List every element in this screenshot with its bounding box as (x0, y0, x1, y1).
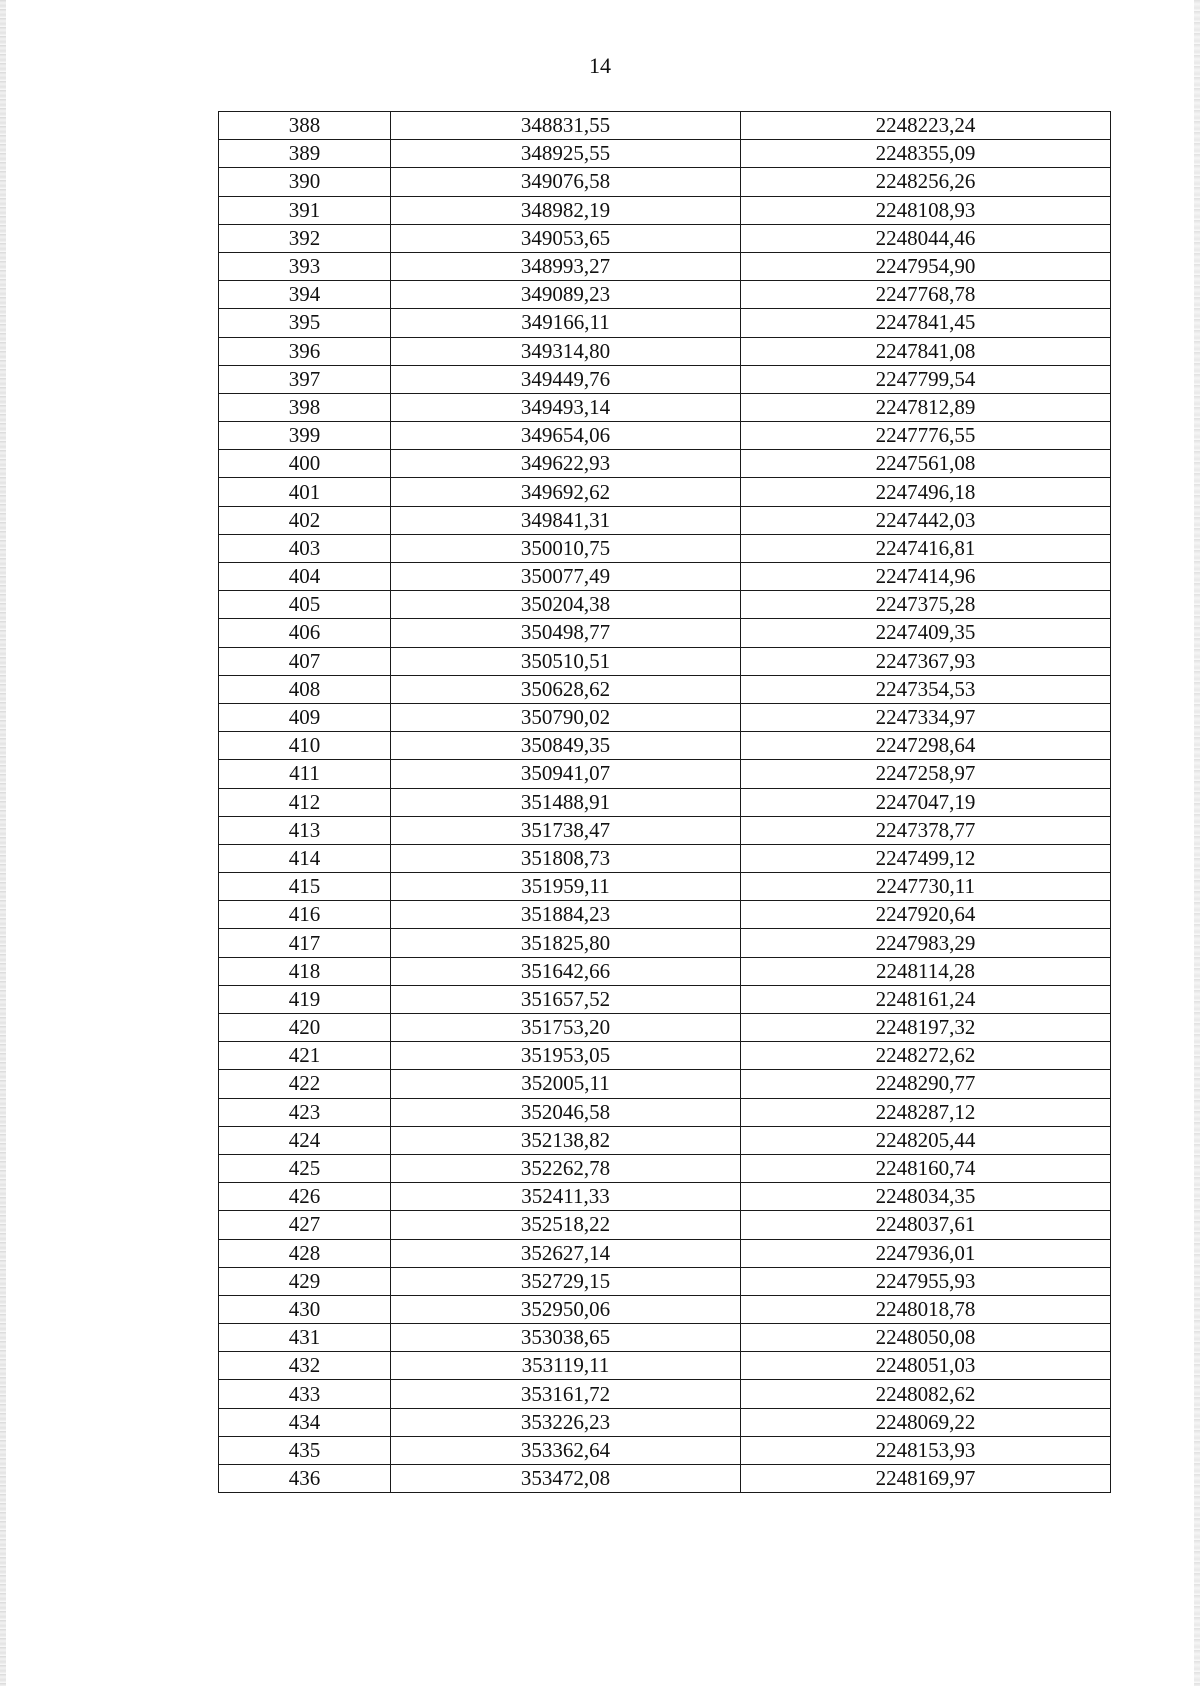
point-number-cell: 425 (219, 1154, 391, 1182)
point-number-cell: 388 (219, 112, 391, 140)
y-coordinate-cell: 2247920,64 (741, 901, 1111, 929)
x-coordinate-cell: 352138,82 (391, 1126, 741, 1154)
coordinates-table-body (219, 112, 1111, 1493)
y-coordinate-cell: 2247776,55 (741, 422, 1111, 450)
table-row (219, 112, 1111, 140)
table-row (219, 901, 1111, 929)
point-number-cell: 421 (219, 1042, 391, 1070)
y-coordinate-cell: 2248223,24 (741, 112, 1111, 140)
point-number-cell: 395 (219, 309, 391, 337)
table-row (219, 196, 1111, 224)
table-row (219, 619, 1111, 647)
x-coordinate-cell: 350849,35 (391, 732, 741, 760)
point-number-cell: 398 (219, 393, 391, 421)
x-coordinate-cell: 353119,11 (391, 1352, 741, 1380)
point-number-cell: 404 (219, 563, 391, 591)
table-row (219, 422, 1111, 450)
x-coordinate-cell: 352627,14 (391, 1239, 741, 1267)
y-coordinate-cell: 2248082,62 (741, 1380, 1111, 1408)
y-coordinate-cell: 2248290,77 (741, 1070, 1111, 1098)
y-coordinate-cell: 2247496,18 (741, 478, 1111, 506)
point-number-cell: 431 (219, 1324, 391, 1352)
x-coordinate-cell: 348993,27 (391, 252, 741, 280)
point-number-cell: 393 (219, 252, 391, 280)
point-number-cell: 399 (219, 422, 391, 450)
table-row (219, 1126, 1111, 1154)
table-row (219, 1436, 1111, 1464)
y-coordinate-cell: 2248256,26 (741, 168, 1111, 196)
table-row (219, 929, 1111, 957)
table-row (219, 478, 1111, 506)
table-row (219, 873, 1111, 901)
table-row (219, 788, 1111, 816)
table-row (219, 1465, 1111, 1493)
y-coordinate-cell: 2248069,22 (741, 1408, 1111, 1436)
point-number-cell: 427 (219, 1211, 391, 1239)
x-coordinate-cell: 349314,80 (391, 337, 741, 365)
table-row (219, 506, 1111, 534)
x-coordinate-cell: 351884,23 (391, 901, 741, 929)
x-coordinate-cell: 352950,06 (391, 1295, 741, 1323)
x-coordinate-cell: 352262,78 (391, 1154, 741, 1182)
x-coordinate-cell: 353038,65 (391, 1324, 741, 1352)
x-coordinate-cell: 349841,31 (391, 506, 741, 534)
table-row (219, 1352, 1111, 1380)
x-coordinate-cell: 351488,91 (391, 788, 741, 816)
point-number-cell: 434 (219, 1408, 391, 1436)
table-row (219, 985, 1111, 1013)
y-coordinate-cell: 2248160,74 (741, 1154, 1111, 1182)
point-number-cell: 407 (219, 647, 391, 675)
table-row (219, 365, 1111, 393)
point-number-cell: 400 (219, 450, 391, 478)
x-coordinate-cell: 350204,38 (391, 591, 741, 619)
table-row (219, 1154, 1111, 1182)
point-number-cell: 406 (219, 619, 391, 647)
page-number: 14 (589, 53, 611, 78)
x-coordinate-cell: 352411,33 (391, 1183, 741, 1211)
table-row (219, 675, 1111, 703)
x-coordinate-cell: 353472,08 (391, 1465, 741, 1493)
x-coordinate-cell: 353362,64 (391, 1436, 741, 1464)
scan-edge-right (1194, 0, 1200, 1686)
y-coordinate-cell: 2247414,96 (741, 563, 1111, 591)
x-coordinate-cell: 351753,20 (391, 1014, 741, 1042)
point-number-cell: 414 (219, 844, 391, 872)
table-row (219, 309, 1111, 337)
coordinates-table (218, 111, 1111, 1493)
table-row (219, 1014, 1111, 1042)
y-coordinate-cell: 2248108,93 (741, 196, 1111, 224)
y-coordinate-cell: 2247375,28 (741, 591, 1111, 619)
x-coordinate-cell: 351642,66 (391, 957, 741, 985)
y-coordinate-cell: 2247936,01 (741, 1239, 1111, 1267)
x-coordinate-cell: 349166,11 (391, 309, 741, 337)
y-coordinate-cell: 2247416,81 (741, 534, 1111, 562)
y-coordinate-cell: 2247954,90 (741, 252, 1111, 280)
y-coordinate-cell: 2248114,28 (741, 957, 1111, 985)
point-number-cell: 435 (219, 1436, 391, 1464)
table-row (219, 1267, 1111, 1295)
x-coordinate-cell: 352046,58 (391, 1098, 741, 1126)
y-coordinate-cell: 2247730,11 (741, 873, 1111, 901)
x-coordinate-cell: 352729,15 (391, 1267, 741, 1295)
point-number-cell: 397 (219, 365, 391, 393)
point-number-cell: 402 (219, 506, 391, 534)
point-number-cell: 422 (219, 1070, 391, 1098)
x-coordinate-cell: 348831,55 (391, 112, 741, 140)
y-coordinate-cell: 2248037,61 (741, 1211, 1111, 1239)
point-number-cell: 417 (219, 929, 391, 957)
x-coordinate-cell: 351825,80 (391, 929, 741, 957)
x-coordinate-cell: 349493,14 (391, 393, 741, 421)
y-coordinate-cell: 2247442,03 (741, 506, 1111, 534)
point-number-cell: 419 (219, 985, 391, 1013)
y-coordinate-cell: 2247955,93 (741, 1267, 1111, 1295)
table-row (219, 1408, 1111, 1436)
table-row (219, 393, 1111, 421)
point-number-cell: 413 (219, 816, 391, 844)
table-row (219, 844, 1111, 872)
x-coordinate-cell: 351657,52 (391, 985, 741, 1013)
x-coordinate-cell: 351959,11 (391, 873, 741, 901)
table-row (219, 1380, 1111, 1408)
y-coordinate-cell: 2247561,08 (741, 450, 1111, 478)
x-coordinate-cell: 350628,62 (391, 675, 741, 703)
point-number-cell: 429 (219, 1267, 391, 1295)
point-number-cell: 423 (219, 1098, 391, 1126)
point-number-cell: 411 (219, 760, 391, 788)
table-row (219, 1239, 1111, 1267)
table-row (219, 281, 1111, 309)
table-row (219, 337, 1111, 365)
point-number-cell: 424 (219, 1126, 391, 1154)
point-number-cell: 408 (219, 675, 391, 703)
y-coordinate-cell: 2248051,03 (741, 1352, 1111, 1380)
y-coordinate-cell: 2248169,97 (741, 1465, 1111, 1493)
x-coordinate-cell: 351808,73 (391, 844, 741, 872)
table-row (219, 534, 1111, 562)
x-coordinate-cell: 348925,55 (391, 140, 741, 168)
y-coordinate-cell: 2247258,97 (741, 760, 1111, 788)
point-number-cell: 428 (219, 1239, 391, 1267)
table-row (219, 1098, 1111, 1126)
point-number-cell: 418 (219, 957, 391, 985)
y-coordinate-cell: 2247047,19 (741, 788, 1111, 816)
y-coordinate-cell: 2248034,35 (741, 1183, 1111, 1211)
point-number-cell: 430 (219, 1295, 391, 1323)
table-row (219, 1070, 1111, 1098)
point-number-cell: 392 (219, 224, 391, 252)
y-coordinate-cell: 2248205,44 (741, 1126, 1111, 1154)
point-number-cell: 396 (219, 337, 391, 365)
table-row (219, 1211, 1111, 1239)
x-coordinate-cell: 349449,76 (391, 365, 741, 393)
point-number-cell: 410 (219, 732, 391, 760)
x-coordinate-cell: 353226,23 (391, 1408, 741, 1436)
y-coordinate-cell: 2247799,54 (741, 365, 1111, 393)
x-coordinate-cell: 353161,72 (391, 1380, 741, 1408)
y-coordinate-cell: 2248161,24 (741, 985, 1111, 1013)
y-coordinate-cell: 2248197,32 (741, 1014, 1111, 1042)
x-coordinate-cell: 349654,06 (391, 422, 741, 450)
scan-edge-left (0, 0, 6, 1686)
table-row (219, 140, 1111, 168)
table-row (219, 1295, 1111, 1323)
y-coordinate-cell: 2248287,12 (741, 1098, 1111, 1126)
table-row (219, 732, 1111, 760)
point-number-cell: 391 (219, 196, 391, 224)
table-row (219, 563, 1111, 591)
point-number-cell: 415 (219, 873, 391, 901)
y-coordinate-cell: 2247367,93 (741, 647, 1111, 675)
y-coordinate-cell: 2248153,93 (741, 1436, 1111, 1464)
y-coordinate-cell: 2248355,09 (741, 140, 1111, 168)
table-row (219, 1324, 1111, 1352)
x-coordinate-cell: 350498,77 (391, 619, 741, 647)
x-coordinate-cell: 349089,23 (391, 281, 741, 309)
table-row (219, 224, 1111, 252)
y-coordinate-cell: 2247354,53 (741, 675, 1111, 703)
x-coordinate-cell: 349622,93 (391, 450, 741, 478)
point-number-cell: 389 (219, 140, 391, 168)
x-coordinate-cell: 351738,47 (391, 816, 741, 844)
point-number-cell: 401 (219, 478, 391, 506)
table-row (219, 816, 1111, 844)
y-coordinate-cell: 2247499,12 (741, 844, 1111, 872)
point-number-cell: 412 (219, 788, 391, 816)
point-number-cell: 426 (219, 1183, 391, 1211)
x-coordinate-cell: 352518,22 (391, 1211, 741, 1239)
x-coordinate-cell: 349076,58 (391, 168, 741, 196)
point-number-cell: 405 (219, 591, 391, 619)
table-row (219, 760, 1111, 788)
y-coordinate-cell: 2248272,62 (741, 1042, 1111, 1070)
table-row (219, 647, 1111, 675)
x-coordinate-cell: 350941,07 (391, 760, 741, 788)
x-coordinate-cell: 348982,19 (391, 196, 741, 224)
point-number-cell: 420 (219, 1014, 391, 1042)
y-coordinate-cell: 2248018,78 (741, 1295, 1111, 1323)
point-number-cell: 416 (219, 901, 391, 929)
y-coordinate-cell: 2248044,46 (741, 224, 1111, 252)
table-row (219, 957, 1111, 985)
point-number-cell: 394 (219, 281, 391, 309)
point-number-cell: 436 (219, 1465, 391, 1493)
x-coordinate-cell: 350510,51 (391, 647, 741, 675)
point-number-cell: 403 (219, 534, 391, 562)
y-coordinate-cell: 2247768,78 (741, 281, 1111, 309)
table-row (219, 1042, 1111, 1070)
point-number-cell: 390 (219, 168, 391, 196)
y-coordinate-cell: 2247334,97 (741, 703, 1111, 731)
x-coordinate-cell: 350790,02 (391, 703, 741, 731)
y-coordinate-cell: 2248050,08 (741, 1324, 1111, 1352)
y-coordinate-cell: 2247378,77 (741, 816, 1111, 844)
x-coordinate-cell: 350010,75 (391, 534, 741, 562)
point-number-cell: 409 (219, 703, 391, 731)
y-coordinate-cell: 2247409,35 (741, 619, 1111, 647)
y-coordinate-cell: 2247983,29 (741, 929, 1111, 957)
table-row (219, 168, 1111, 196)
point-number-cell: 432 (219, 1352, 391, 1380)
table-row (219, 1183, 1111, 1211)
table-row (219, 252, 1111, 280)
x-coordinate-cell: 349692,62 (391, 478, 741, 506)
y-coordinate-cell: 2247298,64 (741, 732, 1111, 760)
table-row (219, 450, 1111, 478)
y-coordinate-cell: 2247841,08 (741, 337, 1111, 365)
table-row (219, 591, 1111, 619)
x-coordinate-cell: 349053,65 (391, 224, 741, 252)
table-row (219, 703, 1111, 731)
y-coordinate-cell: 2247841,45 (741, 309, 1111, 337)
point-number-cell: 433 (219, 1380, 391, 1408)
x-coordinate-cell: 351953,05 (391, 1042, 741, 1070)
y-coordinate-cell: 2247812,89 (741, 393, 1111, 421)
x-coordinate-cell: 350077,49 (391, 563, 741, 591)
x-coordinate-cell: 352005,11 (391, 1070, 741, 1098)
